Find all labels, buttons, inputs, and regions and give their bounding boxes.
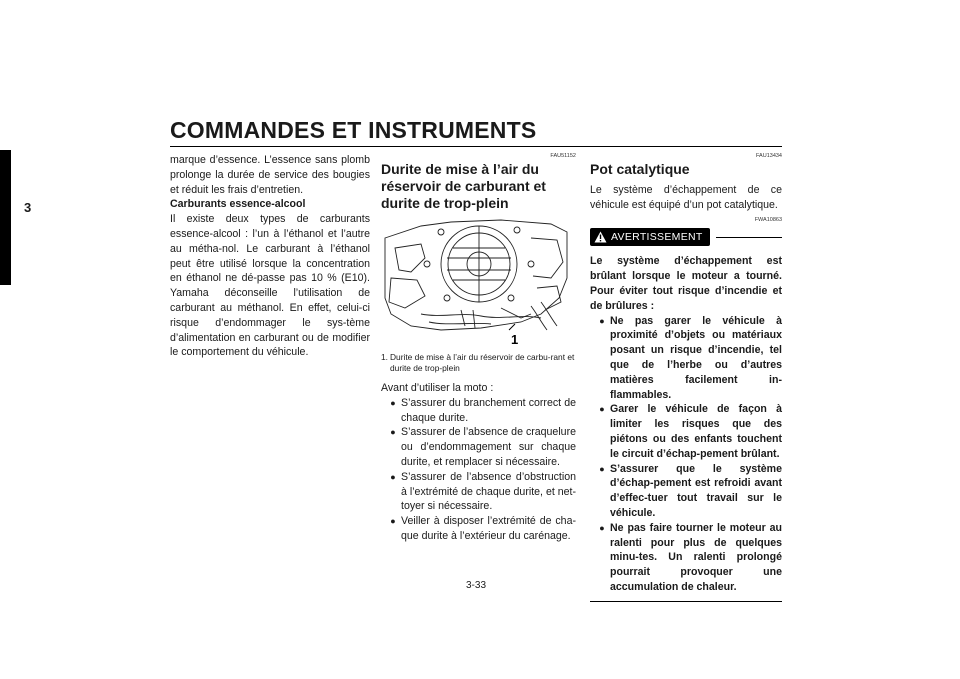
list-item: ● S’assurer du branchement correct de chaque durite. — [381, 396, 576, 426]
bullet-icon: ● — [599, 404, 605, 415]
col2-intro: Avant d’utiliser la moto : — [381, 382, 494, 394]
column-2 — [381, 153, 576, 544]
warning-header — [590, 228, 782, 247]
chapter-number: 3 — [24, 200, 32, 215]
col1-body: Il existe deux types de carburants essence-alcool : l’un à l’éthanol et l’autre au métha-nol. Le carburant à l’éthanol peut être utilisé lorsque la concentration en éthanol ne dé-passe pas 10 % (E10). Yamaha déconseille l’utilisation de carburant au méthanol. En effet, celui-ci risque d’endommager le sys-tème d’alimentation en carburant ou de modifier le comportement du véhicule. — [170, 213, 370, 359]
list-item: ● S’assurer de l’absence de craquelure ou d’endommagement sur chaque durite, et remplacer si nécessaire. — [381, 425, 576, 469]
warning-code: FWA10863 — [754, 216, 782, 223]
warning-intro: Le système d’échappement est brûlant lorsque le moteur a tourné. Pour éviter tout risque d’incendie et de brûlures : — [590, 255, 782, 312]
column-3 — [590, 153, 782, 602]
bullet-icon: ● — [390, 471, 396, 482]
section-heading: Durite de mise à l’air du réservoir de carburant et durite de trop-plein — [381, 161, 546, 211]
list-item: ● Ne pas faire tourner le moteur au ralenti pour plus de quelques minu-tes. Un ralenti prolongé pourrait provoquer une accumulation de chaleur. — [590, 521, 782, 595]
page-header-title: COMMANDES ET INSTRUMENTS — [170, 117, 537, 143]
caption-number: 1. — [381, 352, 388, 362]
warning-rule — [716, 237, 782, 238]
list-item: ● S’assurer de l’absence d’obstruction à l’extrémité de chaque durite, et net-toyer si nécessaire. — [381, 470, 576, 514]
bullet-icon: ● — [599, 463, 605, 474]
section-code: FAU51152 — [550, 153, 576, 159]
caption-text: Durite de mise à l’air du réservoir de carbu-rant et durite de trop-plein — [390, 352, 575, 373]
chapter-tab — [0, 150, 11, 285]
bullet-icon: ● — [599, 315, 605, 326]
list-item: ● S’assurer que le système d’échap-pement est refroidi avant d’effec-tuer tout travail sur le véhicule. — [590, 462, 782, 521]
list-item: ● Garer le véhicule de façon à limiter les risques que des piétons ou des enfants touchent le circuit d’échap-pement brûlant. — [590, 402, 782, 461]
figure-callout: 1 — [511, 332, 519, 347]
warning-triangle-icon — [594, 231, 607, 243]
engine-hose-figure — [381, 218, 571, 350]
header-rule — [170, 146, 782, 147]
col3-body: Le système d’échappement de ce véhicule est équipé d’un pot catalytique. — [590, 184, 782, 211]
col1-intro: marque d’essence. L’essence sans plomb prolonge la durée de service des bougies et réduit les frais d’entretien. — [170, 154, 370, 196]
warning-end-rule — [590, 601, 782, 602]
list-item: ● Ne pas garer le véhicule à proximité d’objets ou matériaux posant un risque d’incendie, tel que de l’herbe ou d’autres matières facilement in-flammables. — [590, 314, 782, 403]
engine-illustration — [381, 218, 571, 350]
figure-caption — [381, 352, 576, 374]
check-list — [381, 396, 576, 544]
warning-label: AVERTISSEMENT — [611, 230, 703, 243]
warning-list — [590, 314, 782, 595]
bullet-icon: ● — [390, 427, 396, 438]
page-number: 3-33 — [466, 580, 487, 591]
warning-badge — [590, 228, 710, 247]
list-item: ● Veiller à disposer l’extrémité de cha-que durite à l’extérieur du carénage. — [381, 514, 576, 544]
bullet-icon: ● — [390, 516, 396, 527]
bullet-icon: ● — [599, 522, 605, 533]
bullet-icon: ● — [390, 397, 396, 408]
col1-heading: Carburants essence-alcool — [170, 198, 306, 211]
section-code: FAU13434 — [756, 153, 782, 159]
section-heading: Pot catalytique — [590, 161, 690, 177]
column-1 — [170, 153, 370, 360]
